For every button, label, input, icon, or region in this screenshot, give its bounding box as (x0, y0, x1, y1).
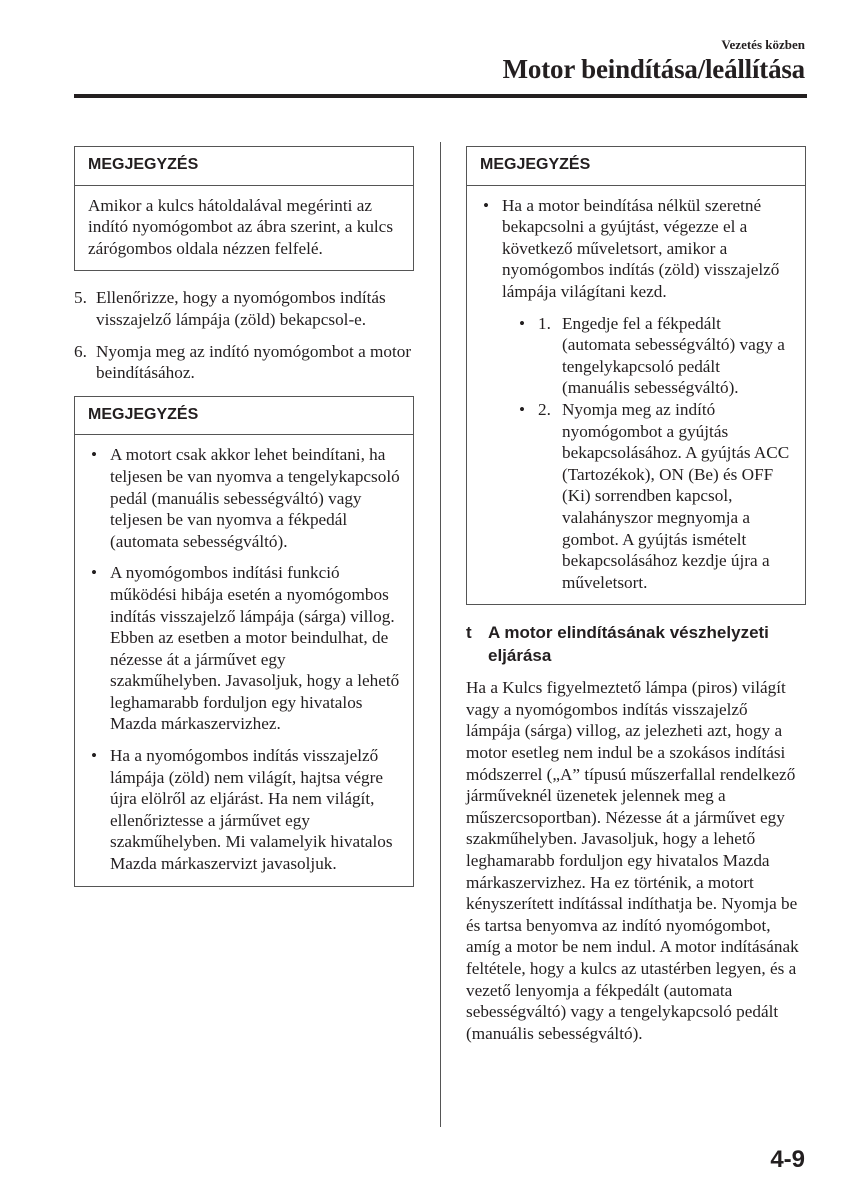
note-body: Amikor a kulcs hátoldalával megérinti az indító nyomógombot az ábra szerint, a kulcs zárógombos oldala nézzen felfelé. (88, 195, 394, 258)
substep-text: Engedje fel a fékpedált (automata sebességváltó) vagy a tengelykapcsoló pedált (manuális sebességváltó). (562, 313, 785, 398)
step-text: Ellenőrizze, hogy a nyomógombos indítás visszajelző lámpája (zöld) bekapcsol-e. (96, 288, 386, 329)
bullet-item: • A nyomógombos indítási funkció működési hibája esetén a nyomógombos indítás visszajelző lámpája (sárga) villog. Ebben az esetben a motor beindulhat, de nézesse át a járművet egy szakműhelyben. Javasoljuk, hogy a lehető leghamarabb forduljon egy hivatalos Mazda márkaszervizhez. (88, 562, 400, 735)
substep-text: Nyomja meg az indító nyomógombot a gyújtás bekapcsolásához. A gyújtás ACC (Tartozékok), ON (Be) és OFF (Ki) sorrendben kapcsol, valahányszor megnyomja a gombot. A gyújtás ismételt bekapcsolásához kezdje újra a műveletsort. (562, 399, 790, 592)
note-header: MEGJEGYZÉS (75, 147, 413, 186)
column-divider (440, 142, 441, 1127)
substep-list (502, 313, 792, 594)
note-body (75, 435, 413, 885)
title-rule (74, 94, 807, 98)
right-column (466, 146, 806, 1044)
bullet-list (88, 444, 400, 874)
heading-text: A motor elindításának vészhelyzeti eljárása (488, 623, 769, 666)
procedure-steps (74, 287, 414, 383)
bullet-list (480, 195, 792, 594)
section-label: Vezetés közben (721, 37, 805, 52)
note-box-key-orientation (74, 146, 414, 271)
emergency-start-heading (466, 621, 806, 667)
bullet-text: Ha a motor beindítása nélkül szeretné bekapcsolni a gyújtást, végezze el a következő műveletsort, amikor a nyomógombos indítás (zöld) visszajelző lámpája világítani kezd. (502, 195, 780, 301)
bullet-item (480, 195, 792, 594)
note-header: MEGJEGYZÉS (467, 147, 805, 186)
substep-item (516, 313, 792, 399)
substep-number: • 2. (538, 399, 551, 419)
note-body (467, 186, 805, 605)
note-box-start-conditions (74, 396, 414, 887)
emergency-start-paragraph: Ha a Kulcs figyelmeztető lámpa (piros) világít vagy a nyomógombos indítás visszajelző lámpája (sárga) villog, az jelezheti azt, hogy a motor esetleg nem indul be a szokásos indítási módszerrel („A” típusú műszerfallal rendelkező járműveknél üzenetek jelennek meg a műszercsoportban). Nézesse át a járművet egy szakműhelyben. Javasoljuk, hogy a lehető leghamarabb forduljon egy hivatalos Mazda márkaszervizhez. Ha ez történik, a motort kényszerített indítással indíthatja be. Nyomja be és tartsa benyomva az indító nyomógombot, amíg a motor be nem indul. A motor indításának feltétele, hogy a kulcs az utastérben legyen, és a vezető lenyomja a fékpedált (automata sebességváltó) vagy a tengelykapcsoló pedált (manuális sebességváltó). (466, 678, 799, 1043)
substep-number: • 1. (538, 313, 551, 333)
bullet-item: • Ha a nyomógombos indítás visszajelző lámpája (zöld) nem világít, hajtsa végre újra elölről az eljárást. Ha nem világít, ellenőriztesse a járművet egy szakműhelyben. Mi valamelyik hivatalos Mazda márkaszervizt javasoljuk. (88, 745, 400, 875)
note-header: MEGJEGYZÉS (75, 397, 413, 436)
page-title: Motor beindítása/leállítása (502, 54, 805, 84)
step-text: Nyomja meg az indító nyomógombot a motor beindításához. (96, 341, 412, 383)
step-number: 5. (74, 288, 87, 308)
step-item (74, 287, 414, 330)
step-item (74, 341, 414, 384)
page-number: 4-9 (770, 1146, 805, 1173)
substep-item (516, 399, 792, 593)
bullet-item: • A motort csak akkor lehet beindítani, ha teljesen be van nyomva a tengelykapcsoló pedál (manuális sebességváltó) vagy teljesen be van nyomva a fékpedál (automata sebességváltó). (88, 444, 400, 552)
note-box-ignition-only (466, 146, 806, 605)
step-number: 6. (74, 341, 87, 361)
heading-marker: t (466, 623, 472, 643)
left-column (74, 146, 414, 903)
